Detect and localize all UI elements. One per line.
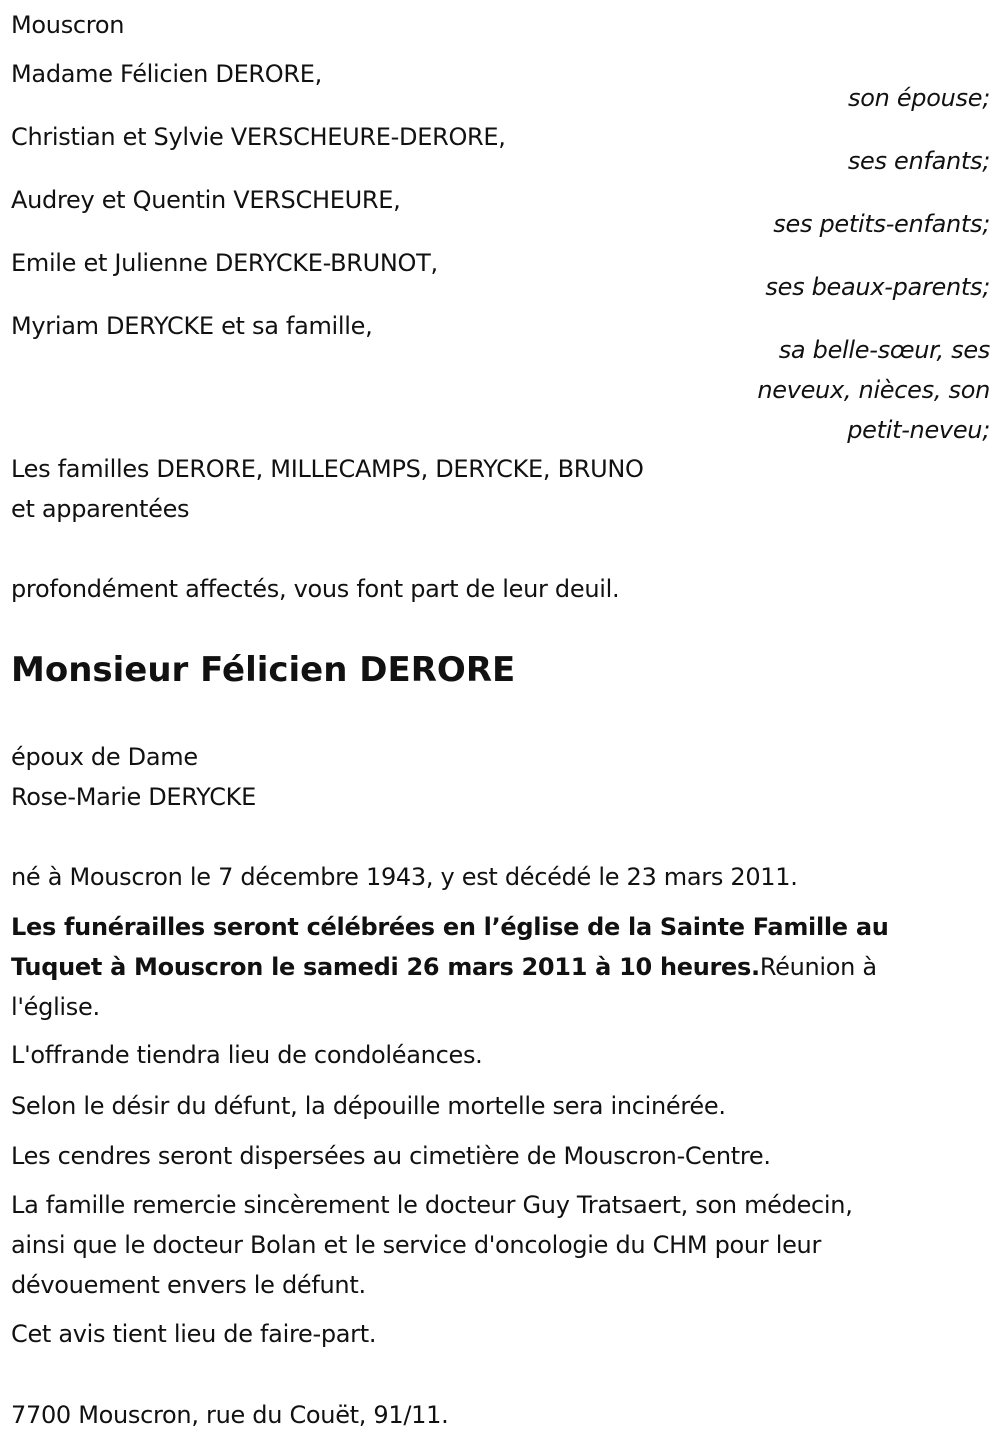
family-relation-parents-in-law: ses beaux-parents; [765,273,990,301]
family-name-children: Christian et Sylvie VERSCHEURE-DERORE, [11,123,506,151]
spouse-line-2: Rose-Marie DERYCKE [11,783,256,811]
funeral-line-3: l'église. [11,993,100,1021]
thanks-line-1: La famille remercie sincèrement le docteur Guy Tratsaert, son médecin, [11,1191,853,1219]
family-relation-line-1: sa belle-sœur, ses [778,336,990,364]
funeral-line-1: Les funérailles seront célébrées en l’église de la Sainte Famille au [11,913,889,941]
family-name-grandchildren: Audrey et Quentin VERSCHEURE, [11,186,401,214]
address: 7700 Mouscron, rue du Couët, 91/11. [11,1401,449,1429]
family-name-parents-in-law: Emile et Julienne DERYCKE-BRUNOT, [11,249,438,277]
funeral-bold: Tuquet à Mouscron le samedi 26 mars 2011 à 10 heures. [11,953,760,981]
family-name-spouse: Madame Félicien DERORE, [11,60,322,88]
thanks-line-2: ainsi que le docteur Bolan et le service d'oncologie du CHM pour leur [11,1231,822,1259]
offering: L'offrande tiendra lieu de condoléances. [11,1041,483,1069]
deceased-name: Monsieur Félicien DERORE [11,650,516,690]
spouse-line-1: époux de Dame [11,743,198,771]
family-relation-line-2: neveux, nièces, son [757,376,990,404]
notice: Cet avis tient lieu de faire-part. [11,1320,377,1348]
birth-death: né à Mouscron le 7 décembre 1943, y est décédé le 23 mars 2011. [11,863,798,891]
wish: Selon le désir du défunt, la dépouille mortelle sera incinérée. [11,1092,726,1120]
family-relation-spouse: son épouse; [848,84,990,112]
funeral-meeting: Réunion à [759,953,877,981]
family-relation-line-3: petit-neveu; [847,416,990,444]
families-line-1: Les familles DERORE, MILLECAMPS, DERYCKE, BRUNO [11,455,644,483]
families-line-2: et apparentées [11,495,190,523]
family-relation-grandchildren: ses petits-enfants; [773,210,990,238]
location: Mouscron [11,11,125,39]
family-name-sister-in-law: Myriam DERYCKE et sa famille, [11,312,373,340]
family-relation-children: ses enfants; [847,147,990,175]
announcement: profondément affectés, vous font part de leur deuil. [11,575,620,603]
funeral-line-2 [11,947,877,987]
ashes: Les cendres seront dispersées au cimetière de Mouscron-Centre. [11,1142,771,1170]
thanks-line-3: dévouement envers le défunt. [11,1271,366,1299]
